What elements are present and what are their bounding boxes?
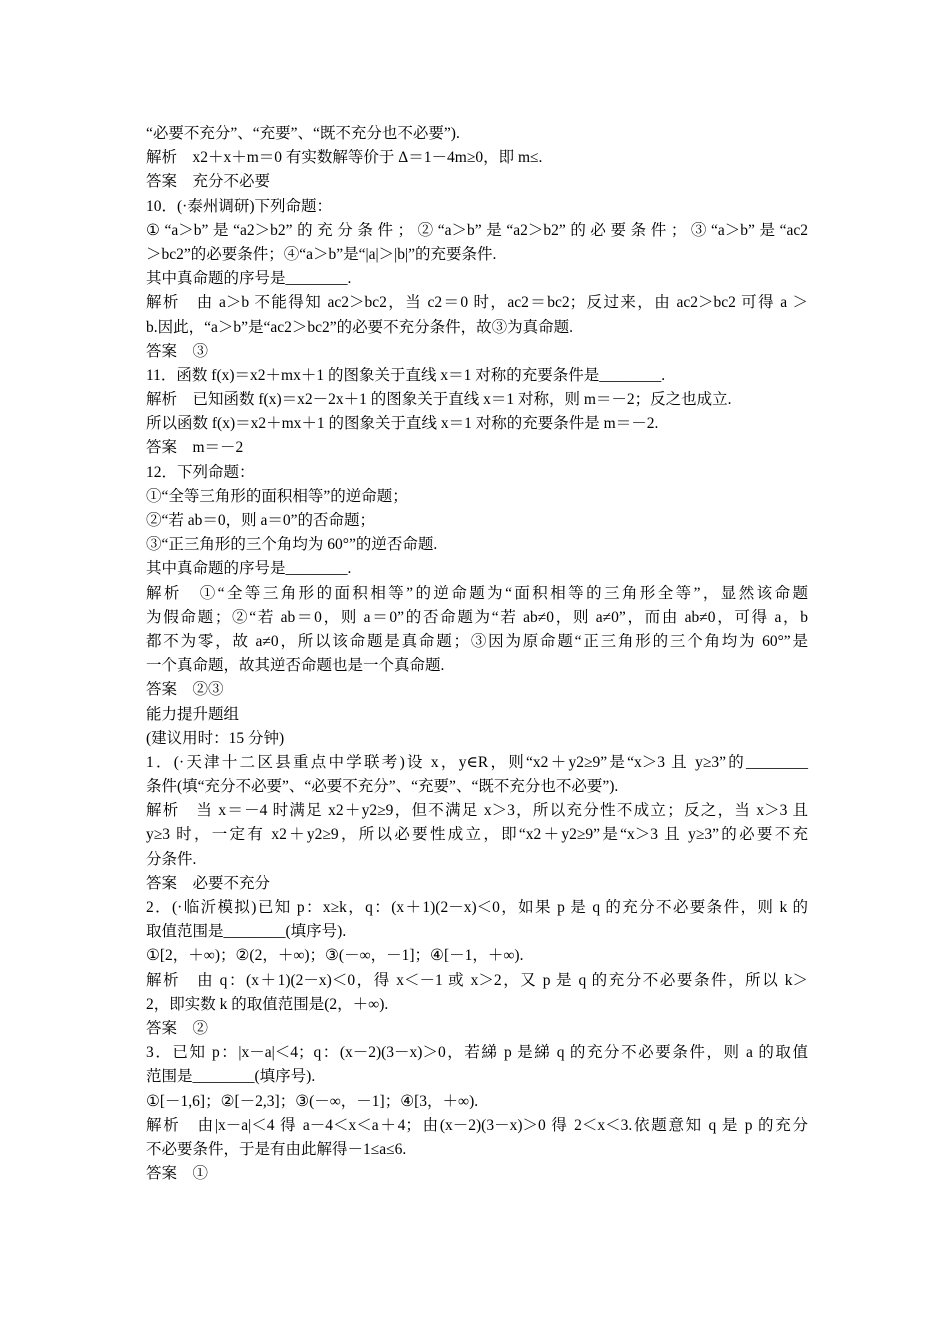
question-1-line: 条件(填“充分不必要”、“必要不充分”、“充要”、“既不充分也不必要”). bbox=[146, 778, 619, 796]
question-3-options: ①[－1,6]；②[－2,3]；③(－∞，－1]；④[3，＋∞). bbox=[146, 1092, 479, 1110]
question-2-line: 2．(·临沂模拟)已知 p：x≥k，q：(x＋1)(2－x)＜0，如果 p 是 q 的充分不必要条件，则 k 的 bbox=[146, 899, 808, 916]
question-10-line: ＞bc2”的必要条件；④“a＞b”是“|a|＞|b|”的充要条件. bbox=[146, 245, 497, 263]
question-2-options: ①[2，＋∞)；②(2，＋∞)；③(－∞，－1]；④[－1，＋∞). bbox=[146, 947, 524, 965]
question-10-line: ①“a＞b”是“a2＞b2”的充分条件；②“a＞b”是“a2＞b2”的必要条件；③“a＞b”是“ac2 bbox=[146, 221, 808, 239]
section-heading: 能力提升题组 bbox=[146, 705, 240, 723]
question-12-item: ②“若 ab＝0，则 a＝0”的否命题； bbox=[146, 512, 376, 529]
analysis-line: 分条件. bbox=[146, 850, 197, 868]
analysis-line: 解析 由 a＞b 不能得知 ac2＞bc2，当 c2＝0 时，ac2＝bc2；反过来，由 ac2＞bc2 可得 a ＞ bbox=[146, 294, 808, 312]
analysis-line: 解析 x2＋x＋m＝0 有实数解等价于 Δ＝1－4m≥0，即 m≤. bbox=[146, 149, 543, 167]
question-12-item: ③“正三角形的三个角均为 60°”的逆否命题. bbox=[146, 536, 438, 554]
text-line: “必要不充分”、“充要”、“既不充分也不必要”). bbox=[146, 125, 460, 142]
answer-line: 答案 m＝－2 bbox=[146, 439, 244, 457]
analysis-line: 解析 已知函数 f(x)＝x2－2x＋1 的图象关于直线 x＝1 对称，则 m＝－2；反之也成立. bbox=[146, 391, 732, 409]
question-1-line: 1．(·天津十二区县重点中学联考)设 x，y∈R，则“x2＋y2≥9”是“x＞3 且 y≥3”的________ bbox=[146, 753, 808, 771]
analysis-line: b.因此，“a＞b”是“ac2＞bc2”的必要不充分条件，故③为真命题. bbox=[146, 318, 574, 336]
question-3-line: 3．已知 p：|x－a|＜4；q：(x－2)(3－x)＞0，若綈 p 是綈 q 的充分不必要条件，则 a 的取值 bbox=[146, 1044, 808, 1062]
answer-line: 答案 必要不充分 bbox=[146, 874, 271, 892]
analysis-line: 所以函数 f(x)＝x2＋mx＋1 的图象关于直线 x＝1 对称的充要条件是 m＝－2. bbox=[146, 415, 659, 433]
document-body bbox=[146, 122, 808, 1186]
analysis-line: 不必要条件，于是有由此解得－1≤a≤6. bbox=[146, 1140, 407, 1158]
section-time-note: (建议用时：15 分钟) bbox=[146, 729, 285, 747]
answer-line: 答案 ②③ bbox=[146, 681, 224, 699]
question-3-line: 范围是________(填序号). bbox=[146, 1068, 316, 1086]
question-2-line: 取值范围是________(填序号). bbox=[146, 923, 347, 941]
answer-line: 答案 ② bbox=[146, 1019, 209, 1037]
question-12-title: 12．下列命题： bbox=[146, 463, 255, 481]
question-12-prompt: 其中真命题的序号是________. bbox=[146, 560, 352, 578]
analysis-line: 解析 由 q：(x＋1)(2－x)＜0，得 x＜－1 或 x＞2，又 p 是 q 的充分不必要条件，所以 k＞ bbox=[146, 971, 808, 989]
analysis-line: 2，即实数 k 的取值范围是(2，＋∞). bbox=[146, 995, 389, 1013]
analysis-line: 解析 当 x＝－4 时满足 x2＋y2≥9，但不满足 x＞3，所以充分性不成立；反之，当 x＞3 且 bbox=[146, 802, 808, 820]
analysis-line: 都不为零，故 a≠0，所以该命题是真命题；③因为原命题“正三角形的三个角均为 60°”是 bbox=[146, 632, 808, 650]
question-12-item: ①“全等三角形的面积相等”的逆命题； bbox=[146, 487, 408, 505]
answer-line: 答案 充分不必要 bbox=[146, 173, 271, 191]
question-10-title: 10．(·泰州调研)下列命题： bbox=[146, 197, 332, 215]
analysis-line: y≥3 时，一定有 x2＋y2≥9，所以必要性成立，即“x2＋y2≥9”是“x＞3 且 y≥3”的必要不充 bbox=[146, 826, 808, 844]
answer-line: 答案 ③ bbox=[146, 342, 209, 360]
question-11-title: 11．函数 f(x)＝x2＋mx＋1 的图象关于直线 x＝1 对称的充要条件是________. bbox=[146, 366, 666, 384]
answer-line: 答案 ① bbox=[146, 1165, 209, 1183]
analysis-line: 解析 ①“全等三角形的面积相等”的逆命题为“面积相等的三角形全等”，显然该命题 bbox=[146, 584, 808, 602]
analysis-line: 解析 由|x－a|＜4 得 a－4＜x＜a＋4；由(x－2)(3－x)＞0 得 2＜x＜3.依题意知 q 是 p 的充分 bbox=[146, 1116, 808, 1134]
analysis-line: 为假命题；②“若 ab＝0，则 a＝0”的否命题为“若 ab≠0，则 a≠0”，而由 ab≠0，可得 a，b bbox=[146, 608, 808, 626]
question-10-prompt: 其中真命题的序号是________. bbox=[146, 270, 352, 288]
analysis-line: 一个真命题，故其逆否命题也是一个真命题. bbox=[146, 657, 445, 675]
